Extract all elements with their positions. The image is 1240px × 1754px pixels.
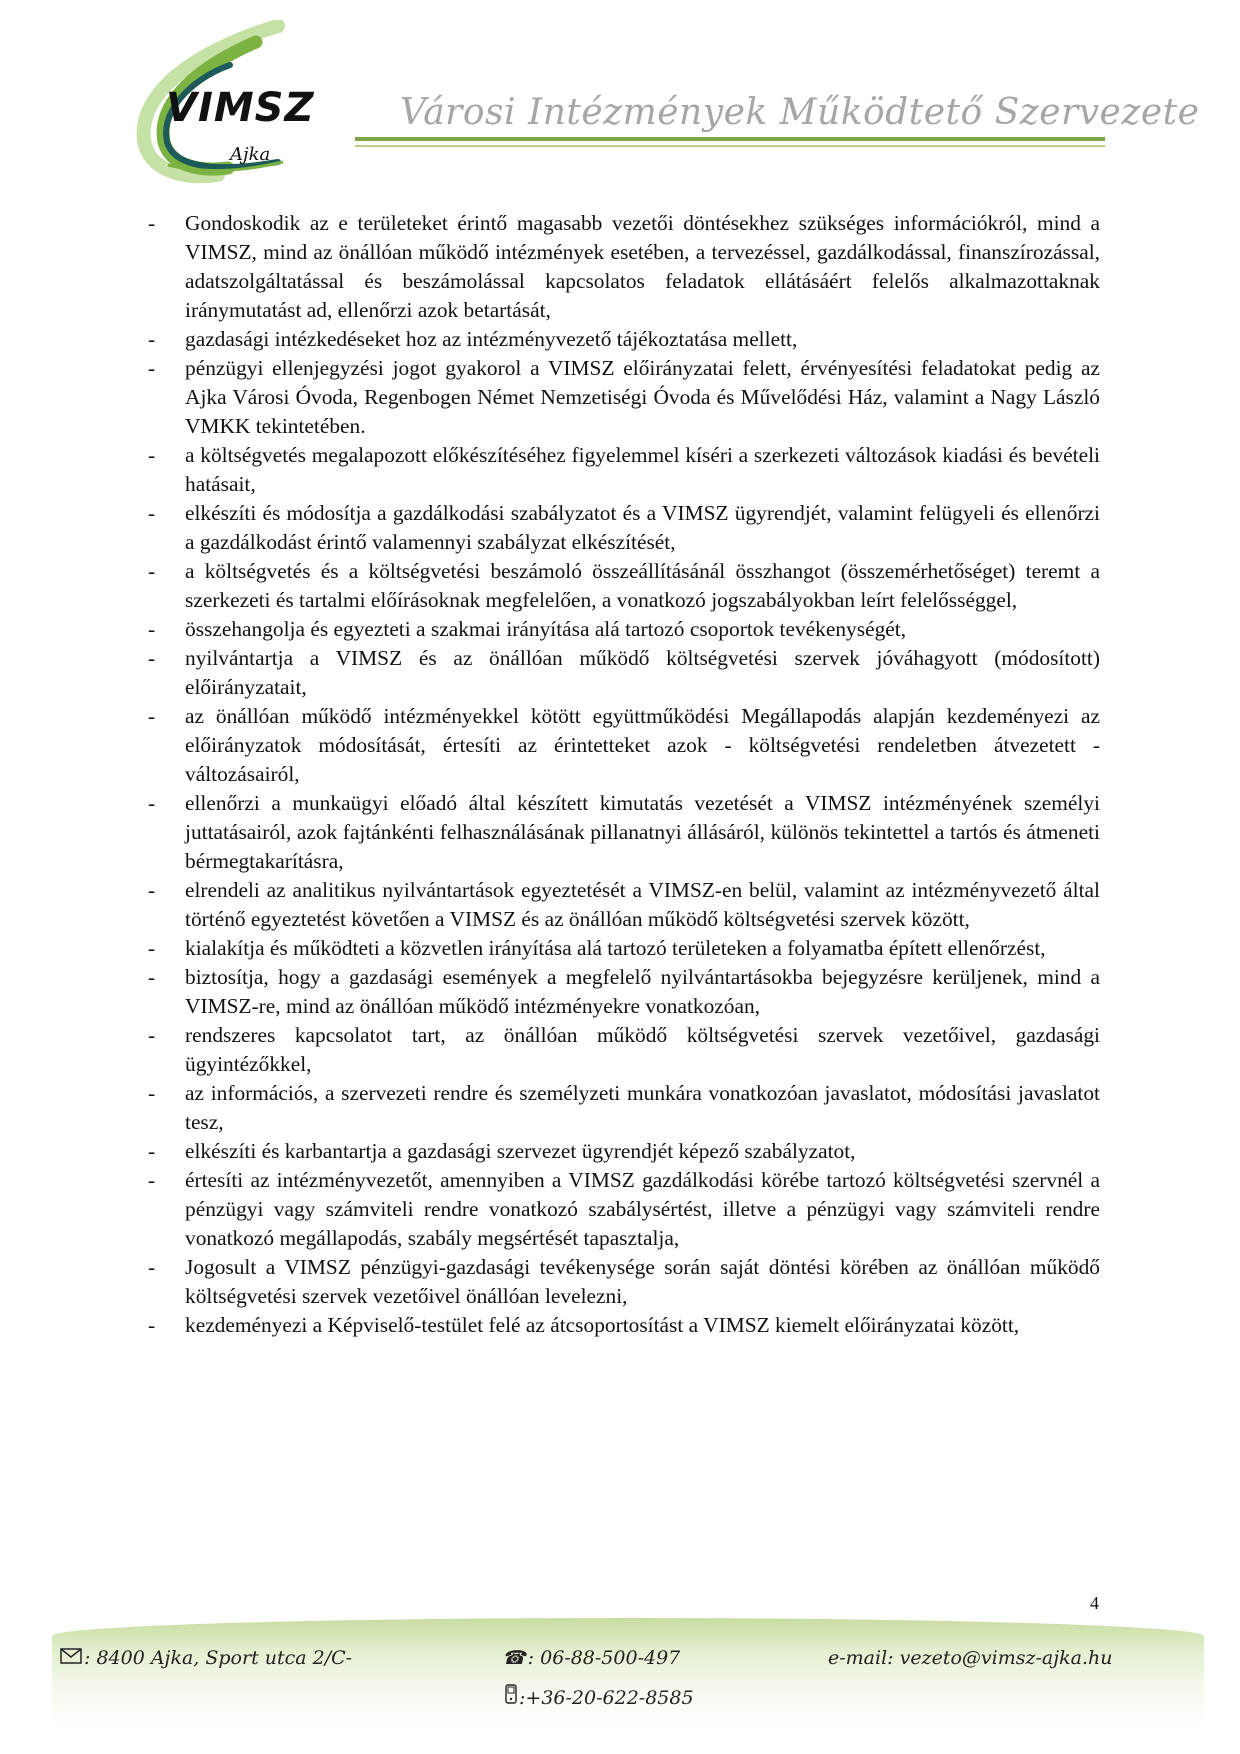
footer-phone <box>502 1647 680 1669</box>
telephone-icon: ☎ <box>502 1647 526 1669</box>
logo-subtext: Ajka <box>230 144 271 165</box>
duty-item <box>148 354 1100 441</box>
duty-item <box>148 325 1100 354</box>
duty-text: ellenőrzi a munkaügyi előadó által készített kimutatás vezetését a VIMSZ intézményének személyi juttatásairól, azok fajtánkénti felhasználásának pillanatnyi állásáról, különös tekintettel a tartós és átmeneti bérmegtakarításra, <box>185 791 1100 873</box>
duty-item <box>148 1079 1100 1137</box>
list-marker: - <box>148 1139 156 1163</box>
list-marker: - <box>148 443 156 467</box>
list-marker: - <box>148 878 156 902</box>
duty-item <box>148 1253 1100 1311</box>
footer-band <box>52 1618 1204 1728</box>
list-marker: - <box>148 646 156 670</box>
duty-item <box>148 615 1100 644</box>
list-marker: - <box>148 965 156 989</box>
duty-text: gazdasági intézkedéseket hoz az intézményvezető tájékoztatása mellett, <box>185 327 798 351</box>
duty-text: biztosítja, hogy a gazdasági események a megfelelő nyilvántartásokba bejegyzésre kerüljenek, mind a VIMSZ-re, mind az önállóan működő intézményekre vonatkozóan, <box>185 965 1100 1018</box>
list-marker: - <box>148 704 156 728</box>
header-rule-secondary <box>355 145 1105 147</box>
list-marker: - <box>148 936 156 960</box>
duty-text: pénzügyi ellenjegyzési jogot gyakorol a VIMSZ előirányzatai felett, érvényesítési feladatokat pedig az Ajka Városi Óvoda, Regenbogen Német Nemzetiségi Óvoda és Művelődési Ház, valamint a Nagy László VMKK tekintetében. <box>185 356 1100 438</box>
duty-item <box>148 557 1100 615</box>
list-marker: - <box>148 791 156 815</box>
footer-phone-text: : 06-88-500-497 <box>527 1647 681 1669</box>
duty-text: rendszeres kapcsolatot tart, az önállóan működő költségvetési szervek vezetőivel, gazdasági ügyintézőkkel, <box>185 1023 1100 1076</box>
logo-text: VIMSZ <box>166 85 315 131</box>
list-marker: - <box>148 1255 156 1279</box>
duty-item <box>148 789 1100 876</box>
list-marker: - <box>148 1081 156 1105</box>
duty-item <box>148 702 1100 789</box>
duty-text: a költségvetés és a költségvetési beszámoló összeállításánál összhangot (összemérhetőséget) teremt a szerkezeti és tartalmi előírásoknak megfelelően, a vonatkozó jogszabályokban leírt felelősséggel, <box>185 559 1100 612</box>
duty-item <box>148 209 1100 325</box>
list-marker: - <box>148 356 156 380</box>
list-marker: - <box>148 327 156 351</box>
duty-text: értesíti az intézményvezetőt, amennyiben a VIMSZ gazdálkodási körébe tartozó költségvetési szervnél a pénzügyi vagy számviteli rendre vonatkozó szabálysértést, illetve a pénzügyi vagy számviteli rendre vonatkozó megállapodás, szabály megsértését tapasztalja, <box>185 1168 1100 1250</box>
organization-title: Városi Intézmények Működtető Szervezete <box>400 92 1200 133</box>
vimsz-logo <box>128 20 338 195</box>
duty-text: összehangolja és egyezteti a szakmai irányítása alá tartozó csoportok tevékenységét, <box>185 617 907 641</box>
duty-text: kialakítja és működteti a közvetlen irányítása alá tartozó területeken a folyamatba épített ellenőrzést, <box>185 936 1046 960</box>
duty-text: Gondoskodik az e területeket érintő magasabb vezetői döntésekhez szükséges információkról, mind a VIMSZ, mind az önállóan működő intézmények esetében, a tervezéssel, gazdálkodással, finanszírozással, adatszolgáltatással és beszámolással kapcsolatos feladatok ellátásáért felelős alkalmazottaknak iránymutatást ad, ellenőrzi azok betartását, <box>185 211 1100 322</box>
duty-text: a költségvetés megalapozott előkészítéséhez figyelemmel kíséri a szerkezeti változások kiadási és bevételi hatásait, <box>185 443 1100 496</box>
duty-item <box>148 1021 1100 1079</box>
duty-text: elkészíti és módosítja a gazdálkodási szabályzatot és a VIMSZ ügyrendjét, valamint felügyeli és ellenőrzi a gazdálkodást érintő valamennyi szabályzat elkészítését, <box>185 501 1100 554</box>
duty-item <box>148 1311 1100 1340</box>
footer-address-text: : 8400 Ajka, Sport utca 2/C- <box>84 1647 353 1669</box>
duty-text: az információs, a szervezeti rendre és személyzeti munkára vonatkozóan javaslatot, módosítási javaslatot tesz, <box>185 1081 1100 1134</box>
duty-item <box>148 644 1100 702</box>
list-marker: - <box>148 1168 156 1192</box>
list-marker: - <box>148 1313 156 1337</box>
list-marker: - <box>148 559 156 583</box>
duty-text: elrendeli az analitikus nyilvántartások egyeztetését a VIMSZ-en belül, valamint az intézményvezető által történő egyeztetést követően a VIMSZ és az önállóan működő költségvetési szervek között, <box>185 878 1100 931</box>
duty-item <box>148 934 1100 963</box>
footer-email[interactable]: e-mail: vezeto@vimsz-ajka.hu <box>828 1647 1113 1669</box>
header-rule <box>355 137 1105 141</box>
footer-mobile <box>505 1684 694 1709</box>
duty-text: Jogosult a VIMSZ pénzügyi-gazdasági tevékenysége során saját döntési körében az önállóan működő költségvetési szervek vezetőivel önállóan levelezni, <box>185 1255 1100 1308</box>
page-number: 4 <box>1090 1593 1099 1613</box>
list-marker: - <box>148 501 156 525</box>
duty-text: nyilvántartja a VIMSZ és az önállóan működő költségvetési szervek jóváhagyott (módosított) előirányzatait, <box>185 646 1100 699</box>
duty-item <box>148 499 1100 557</box>
footer-address <box>60 1647 352 1669</box>
list-marker: - <box>148 1023 156 1047</box>
list-marker: - <box>148 211 156 235</box>
duty-item <box>148 441 1100 499</box>
duties-list <box>148 209 1100 1340</box>
envelope-icon <box>60 1647 82 1669</box>
footer-mobile-text: :+36-20-622-8585 <box>519 1687 694 1709</box>
duty-item <box>148 876 1100 934</box>
list-marker: - <box>148 617 156 641</box>
duty-text: az önállóan működő intézményekkel kötött együttműködési Megállapodás alapján kezdeményezi az előirányzatok módosítását, értesíti az érintetteket azok - költségvetési rendeletben átvezetett - változásairól, <box>185 704 1100 786</box>
duty-item <box>148 1137 1100 1166</box>
mobile-phone-icon <box>505 1684 517 1709</box>
duty-item <box>148 1166 1100 1253</box>
duty-text: kezdeményezi a Képviselő-testület felé az átcsoportosítást a VIMSZ kiemelt előirányzatai között, <box>185 1313 1020 1337</box>
duty-item <box>148 963 1100 1021</box>
duty-text: elkészíti és karbantartja a gazdasági szervezet ügyrendjét képező szabályzatot, <box>185 1139 856 1163</box>
